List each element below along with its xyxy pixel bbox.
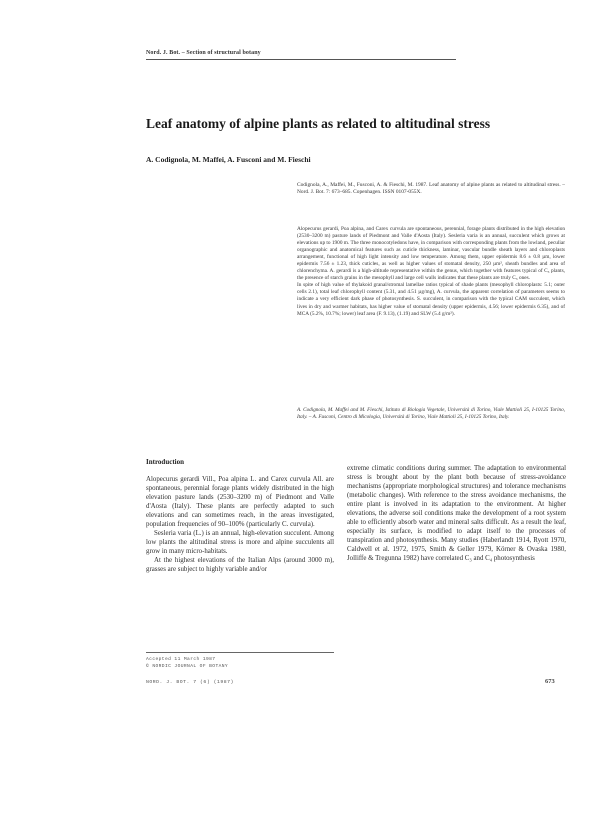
citation-block: Codignola, A., Maffei, M., Fusconi, A. & Fieschi, M. 1987. Leaf anatomy of alpine plants as related to altitudinal stress. – Nord. J. Bot. 7: 673–685. Copenhagen. ISSN 0107-055X. [297, 182, 565, 196]
journal-issue-line: NORD. J. BOT. 7 (6) (1987) [146, 680, 234, 685]
section-heading-introduction: Introduction [146, 458, 184, 466]
body-text [146, 475, 334, 575]
abstract-paragraph: Alopecurus gerardi, Poa alpina, and Carex curvula are spontaneous, perennial, forage plants distributed in the high elevation (2530–3200 m) pasture lands of Piedmont and Valle d'Aosta (Italy). Sesleria varia is an annual, succulent which grows at elevations up to 1900 m. The three monocotyledons have, in comparison with corresponding plants from the lowland, peculiar organographic and anatomical features such as cuticle thickness, laminar, vascular bundle sheath layers and chloroplasts arrangement, functional of high light intensity and low temperature. Among them, upper epidermis 8.6 ± 0.8 µm, lower epidermis 7.56 ± 1.23, thick cuticles, as well as higher values of stomatal density, 250 µm², sheath bundles and area of chlorenchyma. A. gerardi is a high-altitude representative within the genus, which together with features typical of C₃ plants, the presence of starch grains in the mesophyll and large cell walls indicates that these plants are truly C₃ ones. [297, 226, 565, 282]
footnote-line: © NORDIC JOURNAL OF BOTANY [146, 664, 229, 669]
body-paragraph: At the highest elevations of the Italian Alps (around 3000 m), grasses are subject to highly variable and/or [146, 557, 334, 574]
header-rule [146, 59, 456, 60]
article-title: Leaf anatomy of alpine plants as related to altitudinal stress [146, 116, 491, 131]
footnote-line: Accepted 11 March 1987 [146, 657, 216, 662]
body-paragraph: Alopecurus gerardi Vill., Poa alpina L. and Carex curvula All. are spontaneous, perennial forage plants widely distributed in the high elevation pasture lands (2530–3200 m) of Piedmont and Valle d'Aosta (Italy). These plants are perfectly adapted to such elevations and can sometimes reach, in the areas investigated, population frequencies of 90–100% (particularly C. curvula). [146, 476, 334, 529]
body-paragraph: Sesleria varia (L.) is an annual, high-elevation succulent. Among low plants the altitudinal stress is more and alpine succulents all grow in many micro-habitats. [146, 530, 334, 556]
running-head: Nord. J. Bot. – Section of structural botany [146, 50, 261, 56]
abstract-paragraph: In spite of high value of thylakoid granal/stromal lamellae ratios typical of shade plants (mesophyll chloroplasts: 5.1; outer cells 2.1), total leaf chlorophyll content (5.31, and 4.51 µg/mg), A. curvula, the apparent correlation of parameters seems to indicate a very efficient dark phase of photosynthesis. S. succulent, in comparison with the typical CAM succulent, which lives in dry and warmer habitats, has higher value of stomatal density (upper epidermis, 4.56; lower epidermis 6.35), and of MCA (5.2%, 10.7%; lower) leaf area (F. 9.13), (1.19) and SLW (5.4 g/m²). [297, 282, 565, 317]
right-column [347, 464, 566, 564]
page-number: 673 [545, 678, 555, 685]
left-column [146, 458, 334, 575]
footnote-rule [146, 652, 334, 653]
author-affiliation: A. Codignola, M. Maffei and M. Fieschi, Istituto di Biologia Vegetale, Università di Torino, Viale Mattioli 25, I-10125 Torino, Italy. – A. Fusconi, Centro di Micologia, Università di Torino, Viale Mattioli 25, I-10125 Torino, Italy. [297, 407, 565, 420]
author-list: A. Codignola, M. Maffei, A. Fusconi and M. Fieschi [146, 155, 311, 164]
body-paragraph: extreme climatic conditions during summer. The adaptation to environmental stress is brought about by the plant both because of stress-avoidance mechanisms (appropriate morphological structures) and tolerance mechanisms (metabolic changes). With reference to the stress avoidance mechanisms, the entire plant is involved in its adaptation to the environment. At higher elevations, the adverse soil conditions make the development of a root system able to efficiently absorb water and mineral salts difficult. As a result the leaf, especially its surface, is modified to adapt itself to the processes of transpiration and photosynthesis. Many studies (Haberlandt 1914, Ryott 1970, Caldwell et al. 1972, 1975, Smith & Geller 1979, Körner & Ovaska 1980, Jolliffe & Tregunna 1982) have correlated C₃ and C₄ photosynthesis [347, 465, 566, 563]
footnote [146, 656, 228, 670]
body-text [347, 464, 566, 564]
abstract [297, 226, 565, 318]
